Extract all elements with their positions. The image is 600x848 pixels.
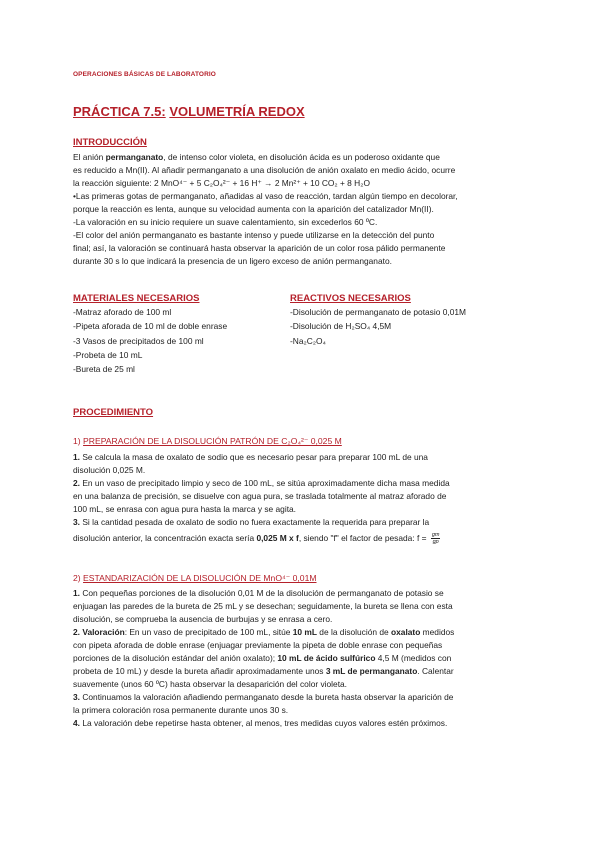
intro-line: es reducido a Mn(II). Al añadir permanganato a una disolución de anión oxalato en medio ácido, ocurre — [73, 165, 456, 175]
reagents-heading: REACTIVOS NECESARIOS — [290, 293, 411, 304]
materials-item: -Pipeta aforada de 10 ml de doble enrase — [73, 321, 228, 332]
intro-line: •Las primeras gotas de permanganato, añadidas al vaso de reacción, tardan algún tiempo en decolorar, — [73, 191, 458, 201]
intro-line: durante 30 s lo que indicará la presencia de un ligero exceso de anión permanganato. — [73, 256, 392, 266]
intro-line: El anión permanganato, de intenso color violeta, en disolución ácida es un poderoso oxidante que — [73, 152, 440, 162]
step2-line: 4. La valoración debe repetirse hasta obtener, al menos, tres medidas cuyos valores estén próximos. — [73, 718, 448, 728]
step2-line: la primera coloración rosa permanente durante unos 30 s. — [73, 705, 289, 715]
step2-line: 2. Valoración: En un vaso de precipitado de 100 mL, sitúe 10 mL de la disolución de oxalato medidos — [73, 627, 455, 637]
step1-line: 100 mL, se enrasa con agua pura hasta la marca y se agita. — [73, 504, 297, 514]
step1-line: en una balanza de precisión, se disuelve con agua pura, se traslada totalmente al matraz aforado de — [73, 491, 447, 501]
step2-line: suavemente (unos 60 ºC) hasta observar la desaparición del color violeta. — [73, 679, 347, 689]
reagents-item: -Disolución de permanganato de potasio 0,01M — [290, 307, 466, 317]
document-header: OPERACIONES BÁSICAS DE LABORATORIO — [73, 71, 216, 78]
weighing-factor-fraction: $\frac{gm}{gp}$ — [431, 532, 440, 546]
materials-item: -Matraz aforado de 100 ml — [73, 307, 172, 317]
step1-line: 1. Se calcula la masa de oxalato de sodio que es necesario pesar para preparar 100 mL de una — [73, 452, 428, 462]
step1-line: disolución anterior, la concentración exacta sería 0,025 M x f, siendo "f" el factor de pesada: f = $\frac{gm}{gp}$ — [73, 532, 440, 546]
materials-heading: MATERIALES NECESARIOS — [73, 293, 200, 304]
step2-line: con pipeta aforada de doble enrase (enjuagar previamente la pipeta de doble enrase con pequeñas — [73, 640, 443, 650]
intro-line: porque la reacción es lenta, aunque su velocidad aumenta con la aparición del catalizador Mn(II). — [73, 204, 434, 214]
materials-item: -Bureta de 25 ml — [73, 364, 135, 375]
step2-title: 2) ESTANDARIZACIÓN DE LA DISOLUCIÓN DE MnO⁴⁻ 0,01M — [73, 573, 317, 583]
step2-line: 3. Continuamos la valoración añadiendo permanganato desde la bureta hasta observar la aparición de — [73, 692, 454, 702]
step1-title: 1) PREPARACIÓN DE LA DISOLUCIÓN PATRÓN DE C₂O₄²⁻ 0,025 M — [73, 436, 342, 446]
materials-item: -Probeta de 10 mL — [73, 349, 143, 360]
page-title — [73, 104, 305, 119]
step1-text — [73, 451, 533, 545]
intro-line: final; así, la valoración se continuará hasta observar la aparición de un color rosa pálido permanente — [73, 243, 446, 253]
step1-line: 2. En un vaso de precipitado limpio y seco de 100 mL, se sitúa aproximadamente dicha masa medida — [73, 478, 450, 488]
step2-line: probeta de 10 mL) y desde la bureta añadir aproximadamente unos 3 mL de permanganato. Calentar — [73, 666, 454, 676]
step2-line: disolución, se comprueba la ausencia de burbujas y se enrasa a cero. — [73, 614, 333, 624]
title-main: VOLUMETRÍA REDOX — [169, 104, 305, 119]
reagents-item: -Disolución de H₂SO₄ 4,5M — [290, 321, 392, 332]
procedure-heading: PROCEDIMIENTO — [73, 407, 154, 418]
title-prefix: PRÁCTICA 7.5: — [73, 104, 166, 119]
step2-line: enjuagan las paredes de la bureta de 25 mL y se desechan; seguidamente, la bureta se llena con esta — [73, 601, 453, 611]
intro-heading: INTRODUCCIÓN — [73, 137, 147, 148]
reagents-list — [290, 305, 466, 348]
intro-line: -La valoración en su inicio requiere un suave calentamiento, sin excederlos 60 ºC. — [73, 217, 378, 227]
reaction-equation: la reacción siguiente: 2 MnO⁴⁻ + 5 C₂O₄²⁻ + 16 H⁺ → 2 Mn²⁺ + 10 CO₂ + 8 H₂O — [73, 178, 370, 188]
intro-line: -El color del anión permanganato es bastante intenso y puede utilizarse en la detección del punto — [73, 230, 435, 240]
materials-list — [73, 305, 227, 376]
intro-text — [73, 151, 533, 268]
reagents-item: -Na₂C₂O₄ — [290, 335, 326, 346]
step2-line: porciones de la disolución estándar del anión oxalato); 10 mL de ácido sulfúrico 4,5 M (medidos con — [73, 653, 452, 663]
step1-line: disolución 0,025 M. — [73, 465, 146, 475]
materials-item: -3 Vasos de precipitados de 100 ml — [73, 335, 204, 346]
step2-line: 1. Con pequeñas porciones de la disolución 0,01 M de la disolución de permanganato de potasio se — [73, 588, 444, 598]
step1-line: 3. Si la cantidad pesada de oxalato de sodio no fuera exactamente la requerida para preparar la — [73, 517, 430, 527]
step2-text — [73, 587, 533, 730]
